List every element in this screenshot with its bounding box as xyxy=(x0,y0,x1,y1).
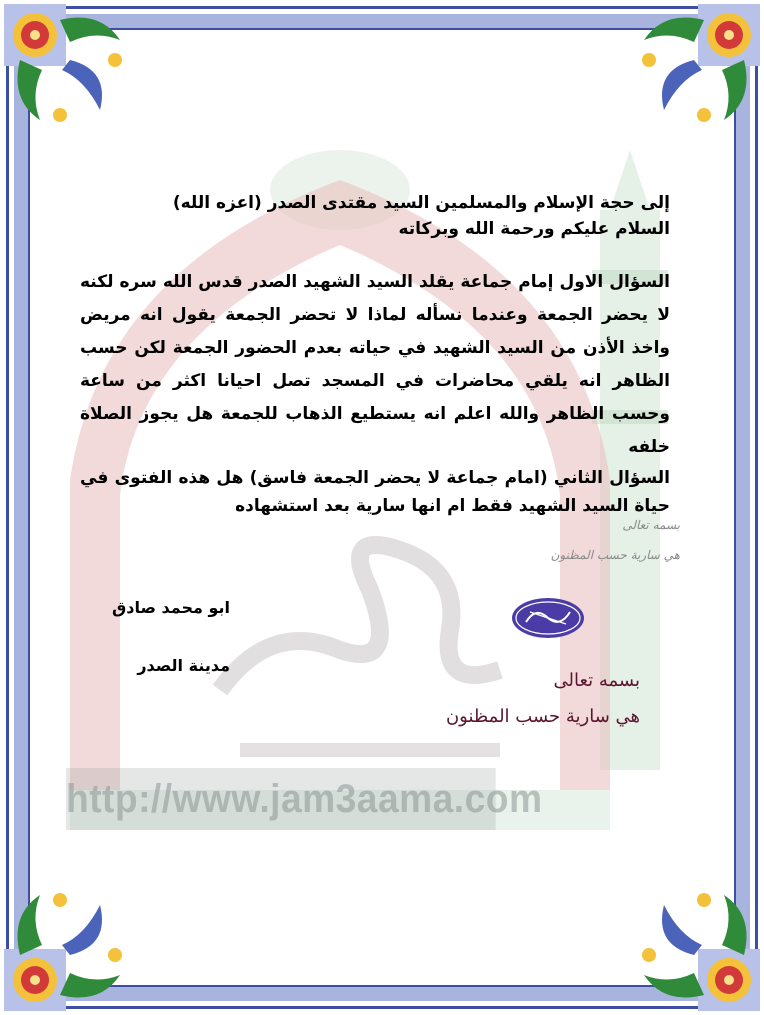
handwritten-note-line: بسمه تعالى xyxy=(622,518,680,532)
letter-body xyxy=(80,190,670,520)
corner-ornament-icon xyxy=(0,865,150,1015)
question-2: السؤال الثاني (امام جماعة لا يحضر الجمعة فاسق) هل هذه الفتوى في حياة السيد الشهيد فقط ام انها سارية بعد استشهاده xyxy=(80,468,670,516)
question-1: السؤال الاول إمام جماعة يقلد السيد الشهيد الصدر قدس الله سره لكنه لا يحضر الجمعة وعندما نسأله لماذا لا تحضر الجمعة يقول انه مريض واخذ الأذن من السيد الشهيد في حياته بعدم الحضور الجمعة لكن حسب الظاهر انه يلقي محاضرات في المسجد تصل احيانا اكثر من ساعة وحسب الظاهر والله اعلم انه يستطيع الذهاب للجمعة هل يجوز الصلاة خلفه xyxy=(80,272,670,457)
signature-city: مدينة الصدر xyxy=(137,656,230,675)
handwritten-note-line: هي سارية حسب المظنون xyxy=(550,548,680,562)
seal-stamp-icon xyxy=(510,596,586,640)
answer-line: بسمه تعالى xyxy=(553,670,640,691)
corner-ornament-icon xyxy=(0,0,150,150)
greeting-line: السلام عليكم ورحمة الله وبركاته xyxy=(398,219,670,239)
address-line: إلى حجة الإسلام والمسلمين السيد مقتدى الصدر (اعزه الله) xyxy=(172,193,670,213)
answer-line: هي سارية حسب المظنون xyxy=(445,706,640,727)
signature-name: ابو محمد صادق xyxy=(111,598,230,617)
watermark-url: http://www.jam3aama.com xyxy=(66,768,496,830)
corner-ornament-icon xyxy=(614,865,764,1015)
corner-ornament-icon xyxy=(614,0,764,150)
